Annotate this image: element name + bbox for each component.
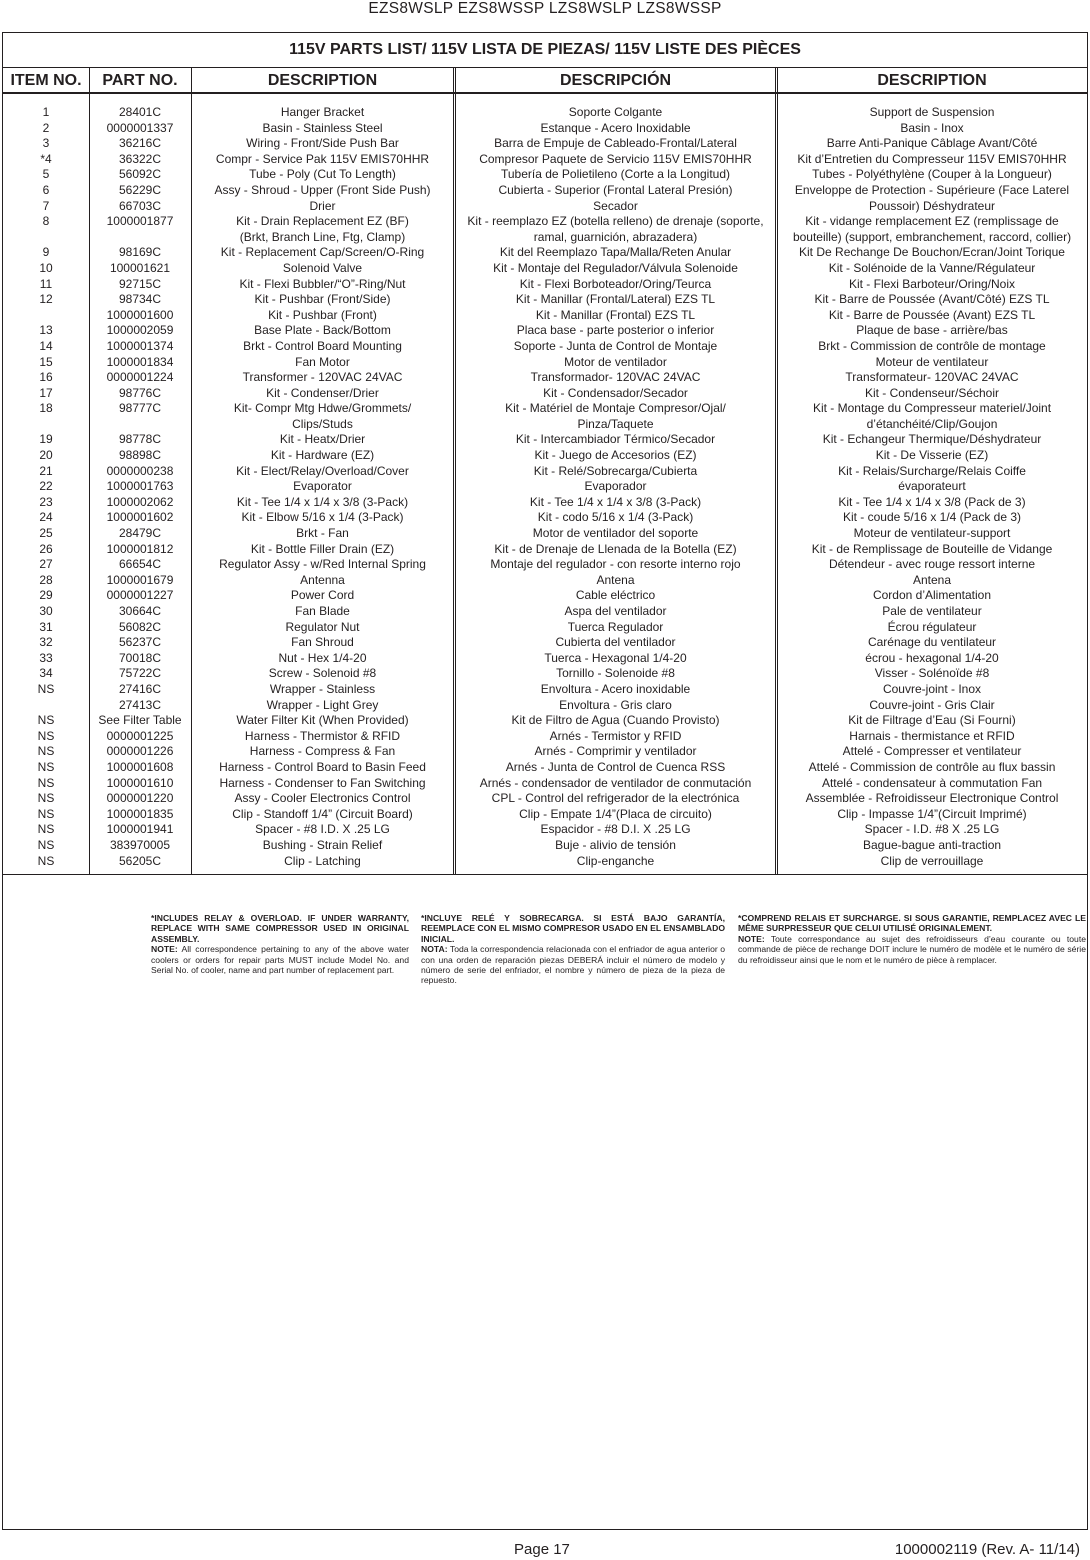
table-cell: 383970005 <box>109 837 171 852</box>
table-cell: 8 <box>42 214 50 229</box>
table-cell: Soporte Colgante <box>568 105 663 119</box>
table-cell: 0000001224 <box>106 370 174 385</box>
table-cell: 1000002059 <box>106 323 174 338</box>
table-cell: Clip de verrouillage <box>880 853 984 868</box>
table-cell: Cable eléctrico <box>575 588 656 603</box>
table-cell: Wiring - Front/Side Push Bar <box>246 136 399 151</box>
table-cell: 98778C <box>118 432 162 447</box>
table-cell: 1000001602 <box>106 510 174 525</box>
table-cell: 29 <box>39 588 53 603</box>
table-cell: Kit de Filtrage d’Eau (Si Fourni) <box>848 713 1016 728</box>
table-cell: 66703C <box>118 198 162 213</box>
table-cell: Kit de Filtro de Agua (Cuando Provisto) <box>511 713 720 728</box>
table-cell: Kit - de Remplissage de Bouteille de Vidange <box>811 541 1053 556</box>
table-cell: Assy - Shroud - Upper (Front Side Push) <box>214 182 431 197</box>
table-cell: Kit - Intercambiador Térmico/Secador <box>515 432 716 447</box>
table-cell: Tubes - Polyéthylène (Couper à la Longueur) <box>812 167 1052 182</box>
header-description-fr: DESCRIPTION <box>777 68 1087 94</box>
table-cell: Harness - Control Board to Basin Feed <box>219 759 426 774</box>
table-cell: 19 <box>39 432 53 447</box>
table-cell: 1000001610 <box>106 775 174 790</box>
table-cell: 0000001227 <box>106 588 174 603</box>
table-cell: 75722C <box>118 666 162 681</box>
table-cell: Harness - Condenser to Fan Switching <box>219 775 426 790</box>
table-cell: Envoltura - Gris claro <box>559 697 672 712</box>
table-cell: 66654C <box>118 557 162 572</box>
table-cell: Envoltura - Acero inoxidable <box>540 681 691 696</box>
table-cell: évaporateurt <box>898 479 966 494</box>
note-english <box>151 913 409 975</box>
table-cell: Wrapper - Light Grey <box>266 697 379 712</box>
header-description-en: DESCRIPTION <box>191 68 454 94</box>
table-cell: Kit - Replacement Cap/Screen/O-Ring <box>220 245 425 260</box>
table-cell: Regulator Assy - w/Red Internal Spring <box>219 557 426 572</box>
table-cell: Support de Suspension <box>869 105 995 119</box>
table-cell: Kit - Flexi Bubbler/“O”-Ring/Nut <box>239 276 406 291</box>
table-cell: Cordon d’Alimentation <box>872 588 992 603</box>
table-cell: NS <box>37 744 55 759</box>
table-cell: 1000001374 <box>106 338 174 353</box>
parts-list-frame <box>2 32 1088 1530</box>
table-cell: Kit - Manillar (Frontal) EZS TL <box>535 307 696 322</box>
table-cell: NS <box>37 806 55 821</box>
table-cell: 23 <box>39 494 53 509</box>
table-cell: Evaporador <box>584 479 647 494</box>
description-es-column <box>454 105 777 869</box>
table-cell: NS <box>37 759 55 774</box>
table-cell: d’étanchéité/Clip/Goujon <box>866 416 998 431</box>
table-cell: *4 <box>40 151 52 166</box>
document-revision: 1000002119 (Rev. A- 11/14) <box>894 1541 1080 1558</box>
table-cell: Kit - Bottle Filler Drain (EZ) <box>250 541 395 556</box>
table-cell: Harness - Thermistor & RFID <box>244 728 401 743</box>
table-cell: Cubierta del ventilador <box>555 635 676 650</box>
table-cell: 27416C <box>118 681 162 696</box>
table-cell: Kit d’Entretien du Compresseur 115V EMIS70HHR <box>797 151 1067 166</box>
table-cell: Fan Shroud <box>291 635 354 650</box>
note-heading: *INCLUYE RELÉ Y SOBRECARGA. SI ESTÁ BAJO GARANTÍA, REEMPLACE CON EL MISMO COMPRESOR USADO EN EL ENSAMBLADO INICIAL. <box>421 913 725 944</box>
table-cell: 56092C <box>118 167 162 182</box>
table-cell: 36216C <box>118 136 162 151</box>
table-cell: Kit - codo 5/16 x 1/4 (3-Pack) <box>537 510 694 525</box>
table-cell: Montaje del regulador - con resorte interno rojo <box>490 557 741 572</box>
item-number-column <box>3 105 89 869</box>
table-cell: Harnais - thermistance et RFID <box>849 728 1015 743</box>
table-cell: Couvre-joint - Inox <box>882 681 982 696</box>
table-cell: 24 <box>39 510 53 525</box>
table-cell: ramal, guarnición, abrazadera) <box>533 229 698 244</box>
table-cell: Kit - Tee 1/4 x 1/4 x 3/8 (3-Pack) <box>529 494 702 509</box>
table-cell: Kit - Barre de Poussée (Avant/Côté) EZS TL <box>814 292 1050 307</box>
note-body: All correspondence pertaining to any of the above water coolers or orders for repair parts MUST include Model No. and Serial No. of cooler, name and part number of replacement part. <box>151 944 409 976</box>
table-cell: Clips/Studs <box>292 416 353 431</box>
table-cell: 1000001763 <box>106 479 174 494</box>
table-cell: Kit - Flexi Barboteur/Oring/Noix <box>848 276 1016 291</box>
table-cell: Secador <box>593 198 638 213</box>
table-cell: Antena <box>596 572 635 587</box>
table-cell: Spacer - #8 I.D. X .25 LG <box>255 822 390 837</box>
table-cell: Antena <box>912 572 952 587</box>
table-cell: Plaque de base - arrière/bas <box>856 323 1008 338</box>
description-fr-column <box>777 105 1087 869</box>
table-cell: 1000001877 <box>106 214 174 229</box>
table-cell: 56205C <box>118 853 162 868</box>
table-cell: 0000001337 <box>106 120 174 135</box>
table-cell: 0000000238 <box>106 463 174 478</box>
table-cell: 98734C <box>118 292 162 307</box>
table-cell: Assy - Cooler Electronics Control <box>234 791 411 806</box>
table-cell: 70018C <box>118 650 162 665</box>
table-cell: Visser - Solénoïde #8 <box>874 666 990 681</box>
table-cell: 98898C <box>118 448 162 463</box>
table-cell: 5 <box>42 167 50 182</box>
table-cell: Attelé - Commission de contrôle au flux bassin <box>808 759 1056 774</box>
table-cell: Pinza/Taquete <box>577 416 654 431</box>
table-cell: 1000001600 <box>106 307 174 322</box>
table-cell: Solenoid Valve <box>282 260 363 275</box>
table-cell: Bushing - Strain Relief <box>262 837 383 852</box>
note-french <box>738 913 1086 965</box>
table-cell: Kit - Relé/Sobrecarga/Cubierta <box>533 463 698 478</box>
table-cell: Barre Anti-Panique Câblage Avant/Côté <box>826 136 1038 151</box>
table-cell: 14 <box>39 338 53 353</box>
table-cell: Brkt - Control Board Mounting <box>243 338 402 353</box>
table-cell: 21 <box>39 463 53 478</box>
table-cell: NS <box>37 728 55 743</box>
table-cell: Wrapper - Stainless <box>269 681 376 696</box>
table-cell: Motor de ventilador <box>564 354 667 369</box>
table-cell: Kit De Rechange De Bouchon/Ecran/Joint Torique <box>799 245 1065 260</box>
table-cell: 7 <box>42 198 50 213</box>
table-cell: Carénage du ventilateur <box>867 635 997 650</box>
model-numbers-header: EZS8WSLP EZS8WSSP LZS8WSLP LZS8WSSP <box>368 0 722 17</box>
table-cell: 0000001225 <box>106 728 174 743</box>
table-cell: Assemblée - Refroidisseur Electronique Control <box>805 791 1059 806</box>
table-cell: NS <box>37 681 55 696</box>
table-cell: Kit - Barre de Poussée (Avant) EZS TL <box>828 307 1036 322</box>
table-cell: Kit - Condenser/Drier <box>266 385 379 400</box>
note-label: NOTE: <box>151 944 178 955</box>
table-cell: Kit - Montage du Compresseur materiel/Joint <box>812 401 1052 416</box>
table-cell: Kit - De Visserie (EZ) <box>875 448 989 463</box>
note-label: NOTA: <box>421 944 448 955</box>
table-cell: Kit - vidange remplacement EZ (remplissage de <box>805 214 1059 229</box>
table-cell <box>3 230 89 246</box>
table-cell: NS <box>37 822 55 837</box>
note-body: Toute correspondance au sujet des refroidisseurs d’eau courante ou toute commande de pièce de rechange DOIT inclure le numéro de modèle et le numéro de série du refroidisseur ainsi que le nom et le numéro de pièce à remplacer. <box>738 933 1086 965</box>
table-cell: Brkt - Commission de contrôle de montage <box>818 338 1046 353</box>
table-cell: 98776C <box>118 385 162 400</box>
table-cell: Tuerca Regulador <box>567 619 664 634</box>
table-cell: Kit - Drain Replacement EZ (BF) <box>236 214 409 229</box>
table-cell: 18 <box>39 401 53 416</box>
table-cell: 34 <box>39 666 53 681</box>
table-cell: Clip - Impasse 1/4”(Circuit Imprimé) <box>837 806 1027 821</box>
table-cell: Power Cord <box>290 588 355 603</box>
table-cell: Kit del Reemplazo Tapa/Malla/Reten Anular <box>499 245 732 260</box>
table-cell: Pale de ventilateur <box>882 604 982 618</box>
note-label: NOTE: <box>738 933 765 944</box>
table-cell: Kit - Flexi Borboteador/Oring/Teurca <box>519 276 712 291</box>
table-cell: 0000001220 <box>106 791 174 806</box>
table-cell: 15 <box>39 354 53 369</box>
table-cell: 30664C <box>118 604 162 618</box>
table-cell: Placa base - parte posterior o inferior <box>516 323 715 338</box>
table-cell: Basin - Inox <box>900 120 964 135</box>
table-cell: Brkt - Fan <box>296 526 349 541</box>
table-cell: NS <box>37 713 55 728</box>
table-cell: Clip - Standoff 1/4” (Circuit Board) <box>232 806 413 821</box>
table-cell: Kit - Pushbar (Front) <box>268 307 377 322</box>
table-cell: Bague-bague anti-traction <box>862 837 1002 852</box>
table-cell: 56237C <box>118 635 162 650</box>
table-cell: 1000001679 <box>106 572 174 587</box>
table-cell: 27 <box>39 557 53 572</box>
table-cell: 28 <box>39 572 53 587</box>
table-cell: Couvre-joint - Gris Clair <box>869 697 995 712</box>
table-cell: 36322C <box>118 151 162 166</box>
header-description-es: DESCRIPCIÓN <box>454 68 777 94</box>
table-cell: Basin - Stainless Steel <box>262 120 383 135</box>
table-cell: (Brkt, Branch Line, Ftg, Clamp) <box>239 229 406 244</box>
table-cell: Détendeur - avec rouge ressort interne <box>828 557 1036 572</box>
table-cell: 20 <box>39 448 53 463</box>
table-cell: Kit - coude 5/16 x 1/4 (Pack de 3) <box>842 510 1022 525</box>
table-cell <box>3 698 89 714</box>
table-cell: Harness - Compress & Fan <box>249 744 396 759</box>
table-cell: 2 <box>42 120 50 135</box>
table-cell: Arnés - Comprimir y ventilador <box>534 744 697 759</box>
table-cell: 22 <box>39 479 53 494</box>
table-cell: Arnés - Termistor y RFID <box>549 728 682 743</box>
table-cell: Kit - Heatx/Drier <box>279 432 366 447</box>
table-cell: Compresor Paquete de Servicio 115V EMIS70HHR <box>479 151 752 166</box>
table-cell: Espacidor - #8 D.I. X .25 LG <box>540 822 691 837</box>
table-cell: Transformer - 120VAC 24VAC <box>242 370 403 385</box>
table-cell: Kit - Relais/Surcharge/Relais Coiffe <box>838 463 1026 478</box>
table-cell: Transformateur- 120VAC 24VAC <box>845 370 1019 385</box>
table-cell: Moteur de ventilateur-support <box>853 526 1011 541</box>
table-cell: Kit - Montaje del Regulador/Válvula Solenoide <box>493 260 738 275</box>
table-cell: Écrou régulateur <box>887 619 977 634</box>
table-cell: 27413C <box>118 697 162 712</box>
table-cell: 1000001812 <box>106 541 174 556</box>
table-cell: Arnés - condensador de ventilador de conmutación <box>479 775 752 790</box>
table-cell: Estanque - Acero Inoxidable <box>540 120 691 135</box>
table-cell: 3 <box>42 136 50 151</box>
table-cell: 98169C <box>118 245 162 260</box>
table-title: 115V PARTS LIST/ 115V LISTA DE PIEZAS/ 115V LISTE DES PIÈCES <box>3 33 1087 68</box>
table-cell: Kit - Manillar (Frontal/Lateral) EZS TL <box>515 292 716 307</box>
table-cell: Clip - Latching <box>284 853 361 868</box>
table-cell: Spacer - I.D. #8 X .25 LG <box>864 822 1000 837</box>
table-cell: Arnés - Junta de Control de Cuenca RSS <box>505 759 726 774</box>
table-cell: 10 <box>39 260 53 275</box>
table-cell <box>3 417 89 433</box>
table-cell: 1000001834 <box>106 354 174 369</box>
table-cell: 1000001608 <box>106 759 174 774</box>
table-cell: Poussoir) Déshydrateur <box>868 198 996 213</box>
table-cell <box>89 417 191 433</box>
table-cell: Moteur de ventilateur <box>875 354 989 369</box>
table-cell: Kit- Compr Mtg Hdwe/Grommets/ <box>233 401 412 416</box>
table-bottom-rule <box>3 874 1087 875</box>
table-cell: Hanger Bracket <box>280 105 365 119</box>
table-cell: Attelé - Compresser et ventilateur <box>842 744 1022 759</box>
table-cell: Base Plate - Back/Bottom <box>254 323 391 338</box>
table-cell: Kit - de Drenaje de Llenada de la Botella (EZ) <box>494 541 737 556</box>
table-cell: 9 <box>42 245 50 260</box>
table-cell: Kit - Solénoide de la Vanne/Régulateur <box>828 260 1036 275</box>
table-cell: 0000001226 <box>106 744 174 759</box>
table-cell: Tuerca - Hexagonal 1/4-20 <box>544 650 687 665</box>
table-cell: Antenna <box>300 572 345 587</box>
table-cell: Evaporator <box>293 479 352 494</box>
table-cell: 56082C <box>118 619 162 634</box>
description-en-column <box>191 105 454 869</box>
table-cell: bouteille) (support, embranchement, raccord, collier) <box>792 229 1072 244</box>
table-cell: Water Filter Kit (When Provided) <box>236 713 409 728</box>
table-cell: 33 <box>39 650 53 665</box>
table-cell: Fan Blade <box>295 604 350 618</box>
table-cell: Tubería de Polietileno (Corte a la Longitud) <box>500 167 731 182</box>
table-cell: 17 <box>39 385 53 400</box>
table-cell: Kit - Condenseur/Séchoir <box>864 385 1000 400</box>
note-heading: *COMPREND RELAIS ET SURCHARGE. SI SOUS GARANTIE, REMPLACEZ AVEC LE MÊME SURPRESSEUR QUE CELUI UTILISÉ ORIGINALEMENT. <box>738 913 1086 934</box>
note-body: Toda la correspondencia relacionada con el enfriador de agua anterior o con una orden de reparación piezas DEBERÁ incluir el número de modelo y número de serie del enfriador, el nombre y número de pieza de la pieza de repuesto. <box>421 944 725 986</box>
table-cell: Kit - Matériel de Montaje Compresor/Ojal/ <box>505 401 726 416</box>
table-cell: 28401C <box>118 105 162 119</box>
note-heading: *INCLUDES RELAY & OVERLOAD. IF UNDER WARRANTY, REPLACE WITH SAME COMPRESSOR USED IN ORIGINAL ASSEMBLY. <box>151 913 409 944</box>
table-cell: Kit - Hardware (EZ) <box>270 448 375 463</box>
table-cell: NS <box>37 775 55 790</box>
table-cell: Kit - Tee 1/4 x 1/4 x 3/8 (Pack de 3) <box>838 494 1026 509</box>
table-cell: 12 <box>39 292 53 307</box>
table-cell: Motor de ventilador del soporte <box>532 526 699 541</box>
table-cell: 32 <box>39 635 53 650</box>
table-cell: 1000001835 <box>106 806 174 821</box>
table-cell: Tornillo - Solenoide #8 <box>556 666 675 681</box>
table-cell: 92715C <box>118 276 162 291</box>
table-cell: Barra de Empuje de Cableado-Frontal/Lateral <box>494 136 737 151</box>
table-cell: Soporte - Junta de Control de Montaje <box>513 338 718 353</box>
header-item-no: ITEM NO. <box>3 68 89 94</box>
table-cell: 26 <box>39 541 53 556</box>
table-cell: NS <box>37 837 55 852</box>
table-cell: Cubierta - Superior (Frontal Lateral Presión) <box>498 182 733 197</box>
table-cell: Enveloppe de Protection - Supérieure (Face Laterel <box>794 182 1070 197</box>
table-cell: Drier <box>309 198 336 213</box>
table-cell: Fan Motor <box>295 354 350 369</box>
table-cell: 6 <box>42 182 50 197</box>
table-cell: Kit - Tee 1/4 x 1/4 x 3/8 (3-Pack) <box>236 494 409 509</box>
table-cell: Buje - alivio de tensión <box>555 837 676 852</box>
table-cell <box>89 230 191 246</box>
table-cell: 16 <box>39 370 53 385</box>
table-cell: 1 <box>42 105 50 119</box>
table-cell: Regulator Nut <box>285 619 360 634</box>
table-cell: 1000002062 <box>106 494 174 509</box>
table-cell: CPL - Control del refrigerador de la electrónica <box>491 791 740 806</box>
note-spanish <box>421 913 725 986</box>
table-cell: 11 <box>39 276 53 291</box>
table-cell: Kit - Pushbar (Front/Side) <box>254 292 391 307</box>
table-cell: écrou - hexagonal 1/4-20 <box>865 650 999 665</box>
header-part-no: PART NO. <box>89 68 191 94</box>
table-cell: Kit - Elect/Relay/Overload/Cover <box>236 463 409 478</box>
part-number-column <box>89 105 191 869</box>
table-cell: Clip-enganche <box>576 853 655 868</box>
table-cell: NS <box>37 853 55 868</box>
table-cell: Kit - Echangeur Thermique/Déshydrateur <box>822 432 1042 447</box>
table-cell: Transformador- 120VAC 24VAC <box>530 370 701 385</box>
table-cell: 100001621 <box>109 260 171 275</box>
table-cell: Kit - Condensador/Secador <box>543 385 688 400</box>
table-cell: Compr - Service Pak 115V EMIS70HHR <box>215 151 430 166</box>
table-cell: Kit - Elbow 5/16 x 1/4 (3-Pack) <box>241 510 404 525</box>
table-cell: 25 <box>39 526 53 541</box>
table-cell: Tube - Poly (Cut To Length) <box>249 167 396 182</box>
table-cell: Clip - Empate 1/4”(Placa de circuito) <box>519 806 712 821</box>
table-cell: Screw - Solenoid #8 <box>268 666 377 681</box>
table-cell: Kit - Juego de Accesorios (EZ) <box>534 448 697 463</box>
table-cell: 30 <box>39 604 53 618</box>
page-number: Page 17 <box>514 1541 570 1558</box>
table-cell: 13 <box>39 323 53 338</box>
table-cell: 98777C <box>118 401 162 416</box>
table-cell: Attelé - condensateur à commutation Fan <box>821 775 1043 790</box>
table-cell: See Filter Table <box>98 713 182 728</box>
table-cell: Nut - Hex 1/4-20 <box>278 650 367 665</box>
table-cell: 28479C <box>118 526 162 541</box>
table-cell <box>3 308 89 324</box>
table-cell: 56229C <box>118 182 162 197</box>
table-cell: 31 <box>39 619 53 634</box>
table-cell: 1000001941 <box>106 822 174 837</box>
table-cell: NS <box>37 791 55 806</box>
table-cell: Aspa del ventilador <box>564 604 667 618</box>
table-cell: Kit - reemplazo EZ (botella relleno) de drenaje (soporte, <box>467 214 764 229</box>
